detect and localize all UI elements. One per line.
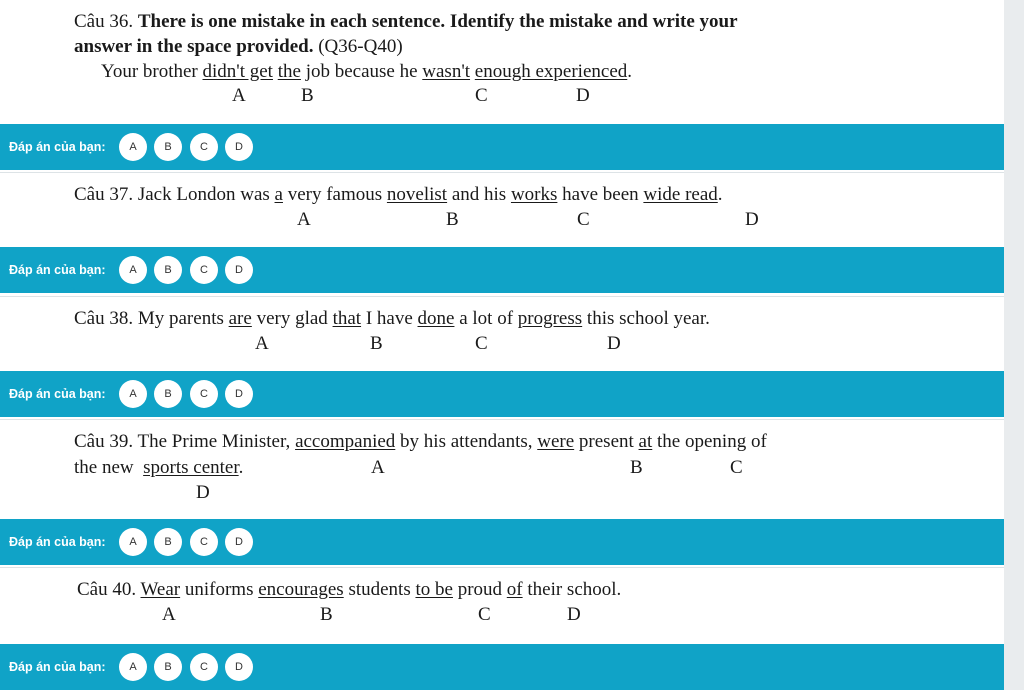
q38-answer-b[interactable]: B: [154, 380, 182, 408]
q40-label-c: C: [478, 604, 491, 625]
q37-option-d-text: wide read: [643, 184, 718, 205]
divider: [0, 419, 1004, 420]
q36-option-c-text: wasn't: [422, 61, 471, 82]
q36-answer-d[interactable]: D: [225, 133, 253, 161]
q37-answer-b[interactable]: B: [154, 256, 182, 284]
question-36-instruction-1: There is one mistake in each sentence. Identify the mistake and write your: [137, 11, 738, 32]
question-39-sentence-line2: the new sports center.: [74, 457, 244, 478]
q40-option-b-text: encourages: [258, 579, 344, 600]
question-36-instruction-2: answer in the space provided.: [74, 36, 314, 57]
q39-answer-b[interactable]: B: [154, 528, 182, 556]
q38-answer-a[interactable]: A: [119, 380, 147, 408]
q39-option-d-text: sports center: [143, 457, 239, 478]
q37-answer-c[interactable]: C: [190, 256, 218, 284]
q38-label-d: D: [607, 333, 621, 354]
q38-option-a-text: are: [228, 308, 252, 329]
question-39-sentence-line1: Câu 39. The Prime Minister, accompanied by his attendants, were present at the opening of: [74, 431, 767, 452]
answer-prompt: Đáp án của bạn:: [9, 535, 106, 549]
q36-label-c: C: [475, 85, 488, 106]
answer-prompt: Đáp án của bạn:: [9, 387, 106, 401]
question-36-sentence: Your brother didn't get the job because he wasn't enough experienced.: [101, 61, 633, 82]
q40-answer-b[interactable]: B: [154, 653, 182, 681]
answer-bar-40: [0, 644, 1004, 690]
q37-label-d: D: [745, 209, 759, 230]
q37-option-a-text: a: [274, 184, 283, 205]
q40-answer-a[interactable]: A: [119, 653, 147, 681]
answer-prompt: Đáp án của bạn:: [9, 660, 106, 674]
q38-option-c-text: done: [417, 308, 455, 329]
q39-option-c-text: at: [638, 431, 653, 452]
q38-label-a: A: [255, 333, 269, 354]
q36-option-b-text: the: [277, 61, 301, 82]
question-40-sentence: Câu 40. Wear uniforms encourages students to be proud of their school.: [77, 579, 622, 600]
q36-label-b: B: [301, 85, 314, 106]
answer-bar-36: [0, 124, 1004, 170]
question-36-title-line2: [74, 37, 403, 56]
page-scroll-edge: [1004, 0, 1024, 690]
q40-label-a: A: [162, 604, 176, 625]
q39-option-b-text: were: [537, 431, 575, 452]
q36-option-d-text: enough experienced: [474, 61, 628, 82]
q36-answer-c[interactable]: C: [190, 133, 218, 161]
q40-answer-c[interactable]: C: [190, 653, 218, 681]
q40-option-d-text: of: [506, 579, 523, 600]
q36-label-d: D: [576, 85, 590, 106]
divider: [0, 296, 1004, 297]
q40-answer-d[interactable]: D: [225, 653, 253, 681]
q37-label-c: C: [577, 209, 590, 230]
question-37-sentence: Câu 37. Jack London was a very famous novelist and his works have been wide read.: [74, 184, 723, 205]
q38-label-c: C: [475, 333, 488, 354]
q40-label-d: D: [567, 604, 581, 625]
q40-label-b: B: [320, 604, 333, 625]
q39-label-b: B: [630, 457, 643, 478]
question-36-number: Câu 36.: [74, 11, 134, 32]
answer-prompt: Đáp án của bạn:: [9, 263, 106, 277]
q39-label-a: A: [371, 457, 385, 478]
q39-answer-a[interactable]: A: [119, 528, 147, 556]
q36-answer-a[interactable]: A: [119, 133, 147, 161]
q37-option-c-text: works: [510, 184, 558, 205]
q39-label-c: C: [730, 457, 743, 478]
q40-option-a-text: Wear: [140, 579, 181, 600]
q37-label-b: B: [446, 209, 459, 230]
answer-bar-39: [0, 519, 1004, 565]
q39-option-a-text: accompanied: [295, 431, 396, 452]
q36-label-a: A: [232, 85, 246, 106]
answer-bar-38: [0, 371, 1004, 417]
divider: [0, 172, 1004, 173]
q37-answer-a[interactable]: A: [119, 256, 147, 284]
q37-option-b-text: novelist: [386, 184, 448, 205]
q38-option-d-text: progress: [517, 308, 583, 329]
question-36-range: (Q36-Q40): [318, 36, 403, 57]
q36-option-a-text: didn't get: [202, 61, 273, 82]
q38-answer-c[interactable]: C: [190, 380, 218, 408]
divider: [0, 567, 1004, 568]
q39-label-d: D: [196, 482, 210, 503]
q38-answer-d[interactable]: D: [225, 380, 253, 408]
q39-answer-d[interactable]: D: [225, 528, 253, 556]
q38-label-b: B: [370, 333, 383, 354]
q37-label-a: A: [297, 209, 311, 230]
answer-prompt: Đáp án của bạn:: [9, 140, 106, 154]
q39-answer-c[interactable]: C: [190, 528, 218, 556]
q37-answer-d[interactable]: D: [225, 256, 253, 284]
answer-bar-37: [0, 247, 1004, 293]
q36-answer-b[interactable]: B: [154, 133, 182, 161]
question-36-title-line1: [74, 12, 738, 31]
question-38-sentence: Câu 38. My parents are very glad that I have done a lot of progress this school year.: [74, 308, 710, 329]
q38-option-b-text: that: [332, 308, 362, 329]
q40-option-c-text: to be: [415, 579, 453, 600]
